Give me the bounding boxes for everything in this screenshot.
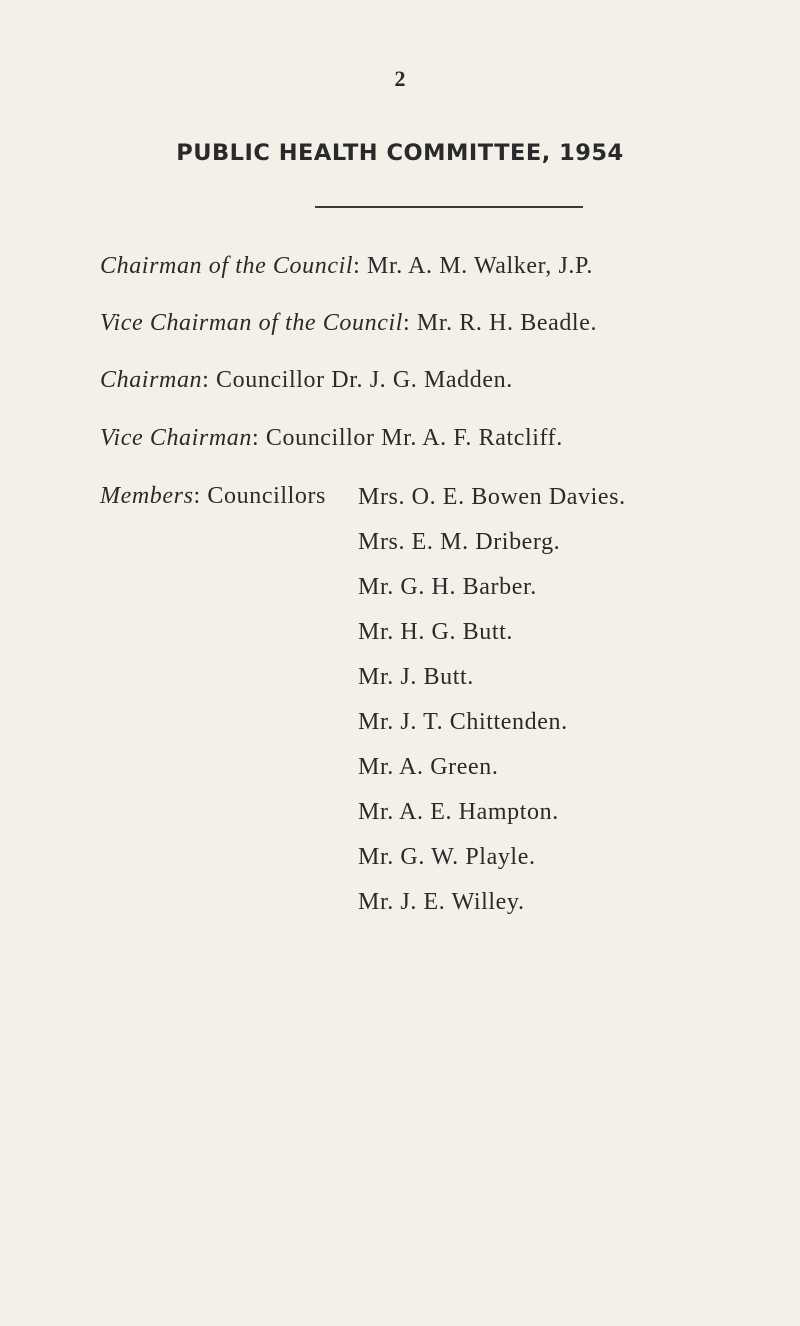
member-name: Mr. J. E. Willey. xyxy=(358,889,525,915)
members-group: Councillors xyxy=(207,483,327,509)
officer-role: Chairman xyxy=(100,367,203,393)
members-heading xyxy=(100,483,326,510)
officer-name: Mr. A. M. Walker, J.P. xyxy=(367,253,593,279)
officer-name: Councillor Mr. A. F. Ratcliff. xyxy=(265,425,563,451)
officer-role: Vice Chairman xyxy=(100,425,252,451)
member-name: Mr. J. Butt. xyxy=(358,664,474,690)
officer-separator: : xyxy=(202,367,210,393)
officer-role: Chairman of the Council xyxy=(100,253,354,279)
member-name: Mr. J. T. Chittenden. xyxy=(358,709,568,735)
member-name: Mr. A. Green. xyxy=(358,754,499,780)
officer-line-council-chairman xyxy=(100,253,593,280)
officer-role: Vice Chairman of the Council xyxy=(100,310,403,336)
member-name: Mr. H. G. Butt. xyxy=(358,619,514,645)
officer-name: Mr. R. H. Beadle. xyxy=(416,310,598,336)
officer-separator: : xyxy=(353,253,361,279)
officer-line-chairman xyxy=(100,367,513,394)
members-separator: : xyxy=(193,483,201,509)
title-divider xyxy=(315,206,583,208)
officer-separator: : xyxy=(402,310,411,336)
member-list xyxy=(358,483,626,933)
member-name: Mr. G. H. Barber. xyxy=(358,574,537,600)
page-title: PUBLIC HEALTH COMMITTEE, 1954 xyxy=(176,140,624,166)
officer-separator: : xyxy=(252,425,260,451)
member-name: Mr. G. W. Playle. xyxy=(358,844,536,870)
member-name: Mrs. E. M. Driberg. xyxy=(358,529,561,555)
member-name: Mr. A. E. Hampton. xyxy=(358,799,559,825)
officer-name: Councillor Dr. J. G. Madden. xyxy=(216,367,513,393)
members-label: Members xyxy=(100,483,194,509)
page-number: 2 xyxy=(394,66,406,91)
member-name: Mrs. O. E. Bowen Davies. xyxy=(358,484,626,510)
officer-line-council-vice-chairman xyxy=(100,310,597,337)
officer-line-vice-chairman xyxy=(100,425,563,452)
